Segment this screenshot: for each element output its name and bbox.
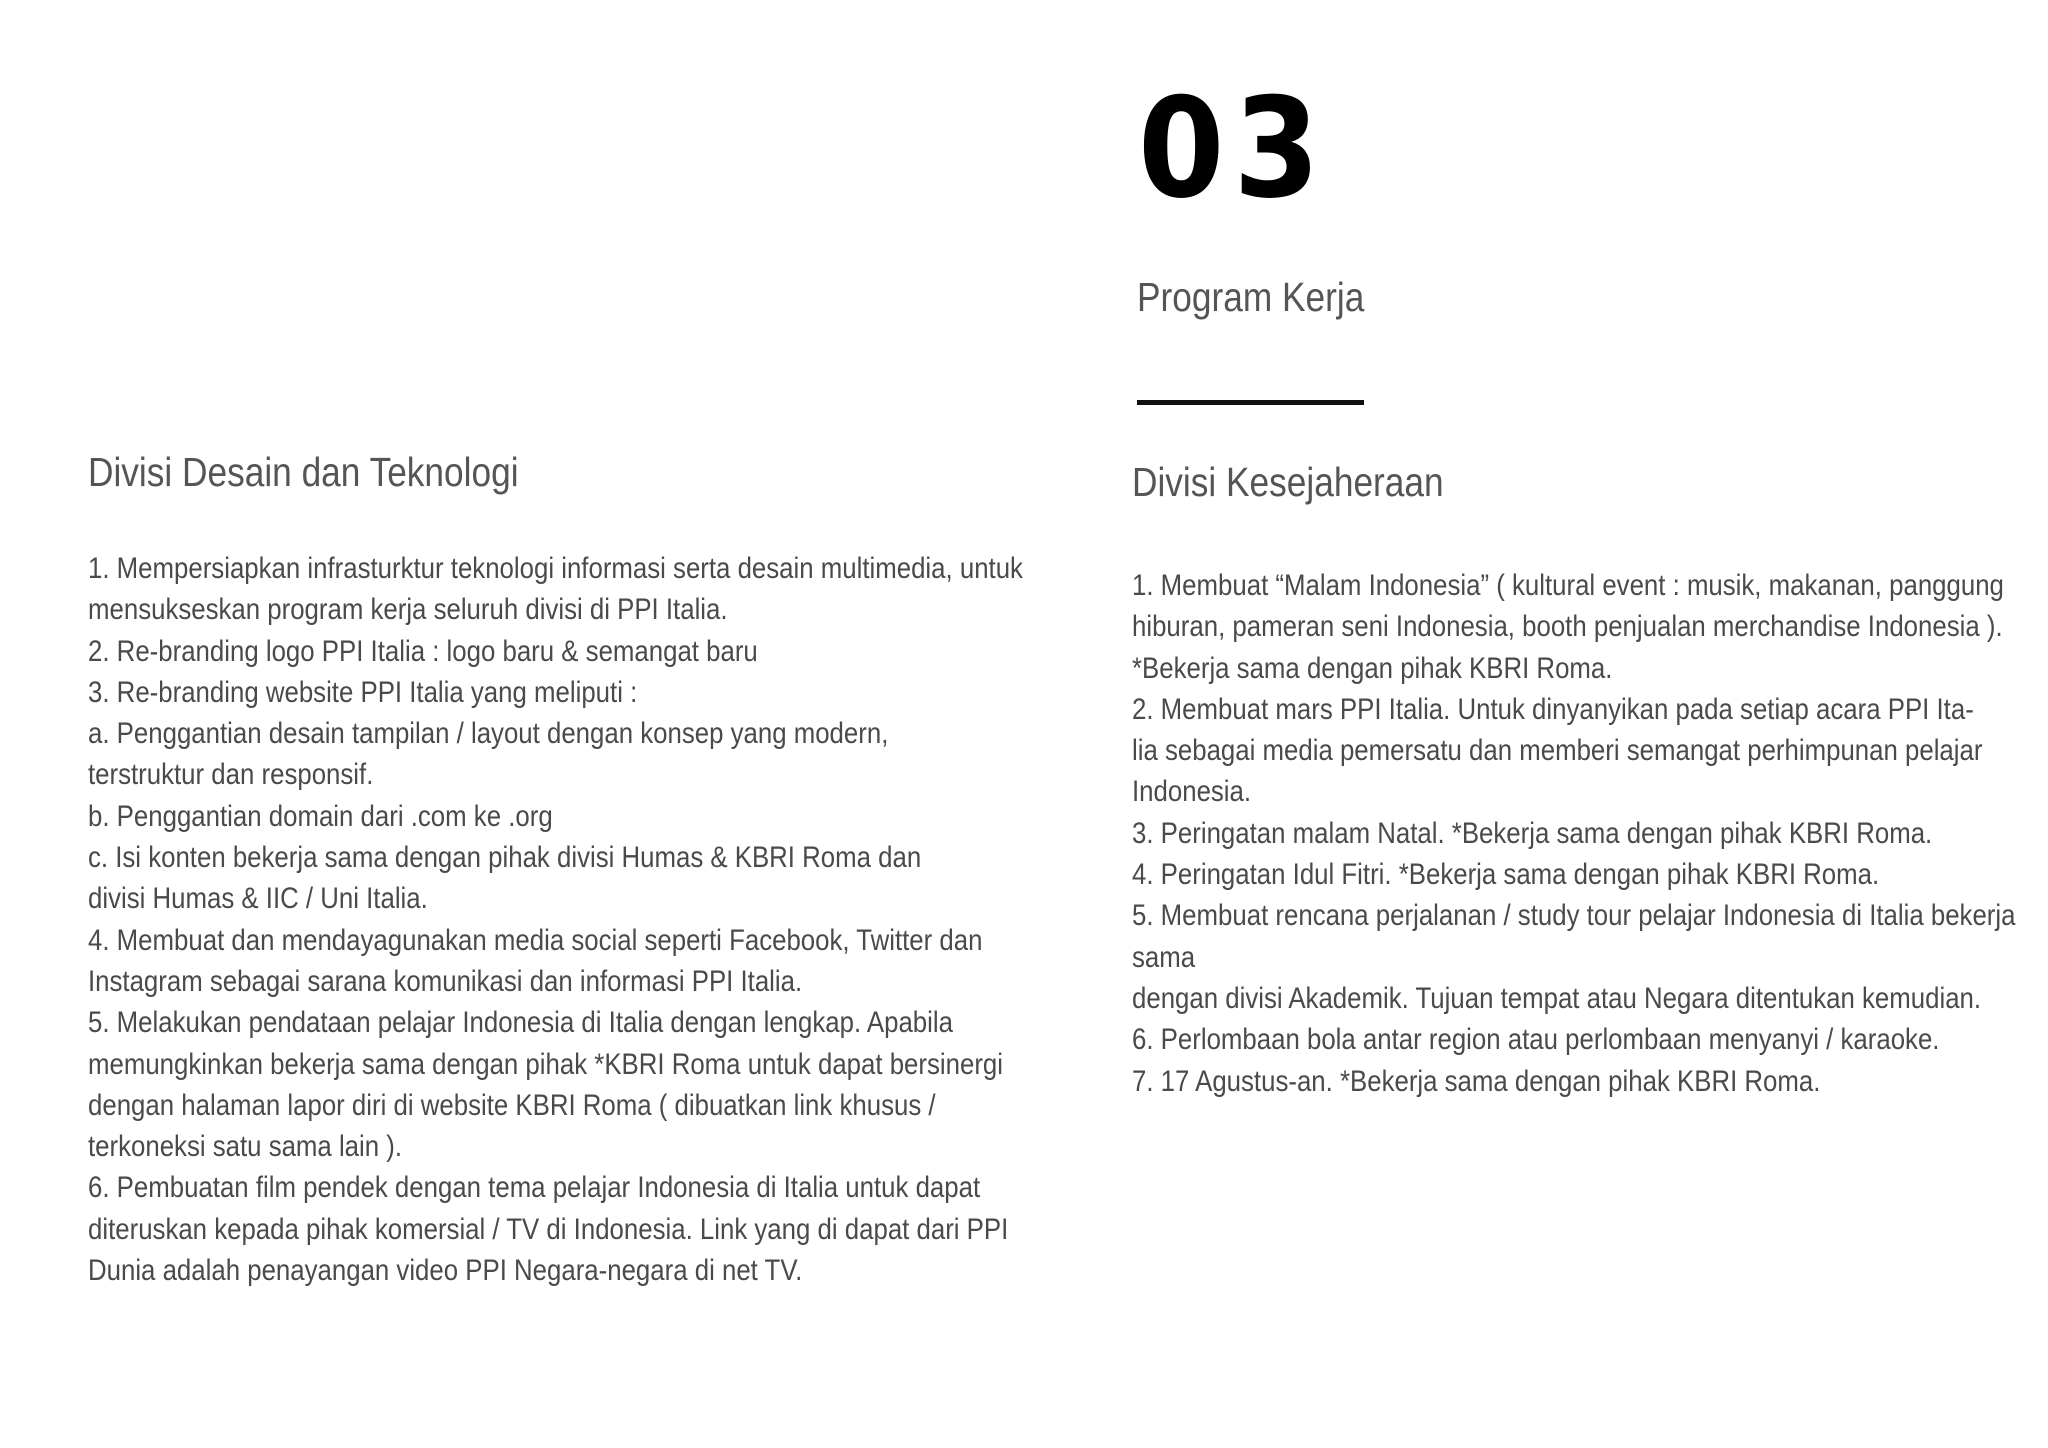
text-line: 4. Membuat dan mendayagunakan media social seperti Facebook, Twitter dan <box>88 923 983 957</box>
text-line: 2. Re-branding logo PPI Italia : logo baru & semangat baru <box>88 634 758 668</box>
text-line: b. Penggantian domain dari .com ke .org <box>88 799 553 833</box>
text-line: 1. Mempersiapkan infrasturktur teknologi informasi serta desain multimedia, untuk <box>88 552 1023 585</box>
text-line: a. Penggantian desain tampilan / layout dengan konsep yang modern, <box>88 717 889 751</box>
section-divider <box>1137 400 1364 405</box>
text-line: Instagram sebagai sarana komunikasi dan informasi PPI Italia. <box>88 964 803 998</box>
section-title: Program Kerja <box>1137 274 1365 320</box>
text-line: 5. Melakukan pendataan pelajar Indonesia di Italia dengan lengkap. Apabila <box>88 1006 953 1040</box>
division-text <box>88 548 1023 1291</box>
division-desain-teknologi <box>88 449 1023 1288</box>
text-line: terkoneksi satu sama lain ). <box>88 1130 403 1164</box>
text-line: dengan halaman lapor diri di website KBRI Roma ( dibuatkan link khusus / <box>88 1088 936 1122</box>
division-heading: Divisi Kesejaheraan <box>1132 459 1444 505</box>
text-line: 4. Peringatan Idul Fitri. *Bekerja sama dengan pihak KBRI Roma. <box>1132 858 1880 892</box>
text-line: memungkinkan bekerja sama dengan pihak *KBRI Roma untuk dapat bersinergi <box>88 1047 1003 1081</box>
text-line: lia sebagai media pemersatu dan memberi semangat perhimpunan pelajar <box>1132 734 1983 768</box>
text-line: divisi Humas & IIC / Uni Italia. <box>88 882 428 916</box>
text-line: c. Isi konten bekerja sama dengan pihak divisi Humas & KBRI Roma dan <box>88 841 922 875</box>
text-line: sama <box>1132 940 1196 974</box>
text-line: terstruktur dan responsif. <box>88 758 374 792</box>
text-line: hiburan, pameran seni Indonesia, booth penjualan merchandise Indonesia ). <box>1132 610 2003 644</box>
section-number: 03 <box>1138 68 1329 229</box>
text-line: 1. Membuat “Malam Indonesia” ( kultural event : musik, makanan, panggung <box>1132 569 2004 602</box>
division-text <box>1132 565 2015 1102</box>
text-line: 2. Membuat mars PPI Italia. Untuk dinyanyikan pada setiap acara PPI Ita- <box>1132 692 1974 726</box>
text-line: 6. Perlombaan bola antar region atau perlombaan menyanyi / karaoke. <box>1132 1023 1940 1057</box>
text-line: Dunia adalah penayangan video PPI Negara-negara di net TV. <box>88 1254 803 1288</box>
text-line: 5. Membuat rencana perjalanan / study tour pelajar Indonesia di Italia bekerja <box>1132 899 2016 933</box>
text-line: Indonesia. <box>1132 775 1252 809</box>
text-line: dengan divisi Akademik. Tujuan tempat atau Negara ditentukan kemudian. <box>1132 981 1982 1015</box>
text-line: 6. Pembuatan film pendek dengan tema pelajar Indonesia di Italia untuk dapat <box>88 1171 981 1205</box>
text-line: diteruskan kepada pihak komersial / TV di Indonesia. Link yang di dapat dari PPI <box>88 1212 1009 1246</box>
text-line: *Bekerja sama dengan pihak KBRI Roma. <box>1132 651 1613 685</box>
division-kesejahteraan <box>1132 459 2016 1098</box>
text-line: mensukseskan program kerja seluruh divisi di PPI Italia. <box>88 593 728 627</box>
text-line: 3. Peringatan malam Natal. *Bekerja sama dengan pihak KBRI Roma. <box>1132 816 1933 850</box>
text-line: 3. Re-branding website PPI Italia yang meliputi : <box>88 675 638 709</box>
division-heading: Divisi Desain dan Teknologi <box>88 449 519 495</box>
text-line: 7. 17 Agustus-an. *Bekerja sama dengan pihak KBRI Roma. <box>1132 1064 1821 1098</box>
